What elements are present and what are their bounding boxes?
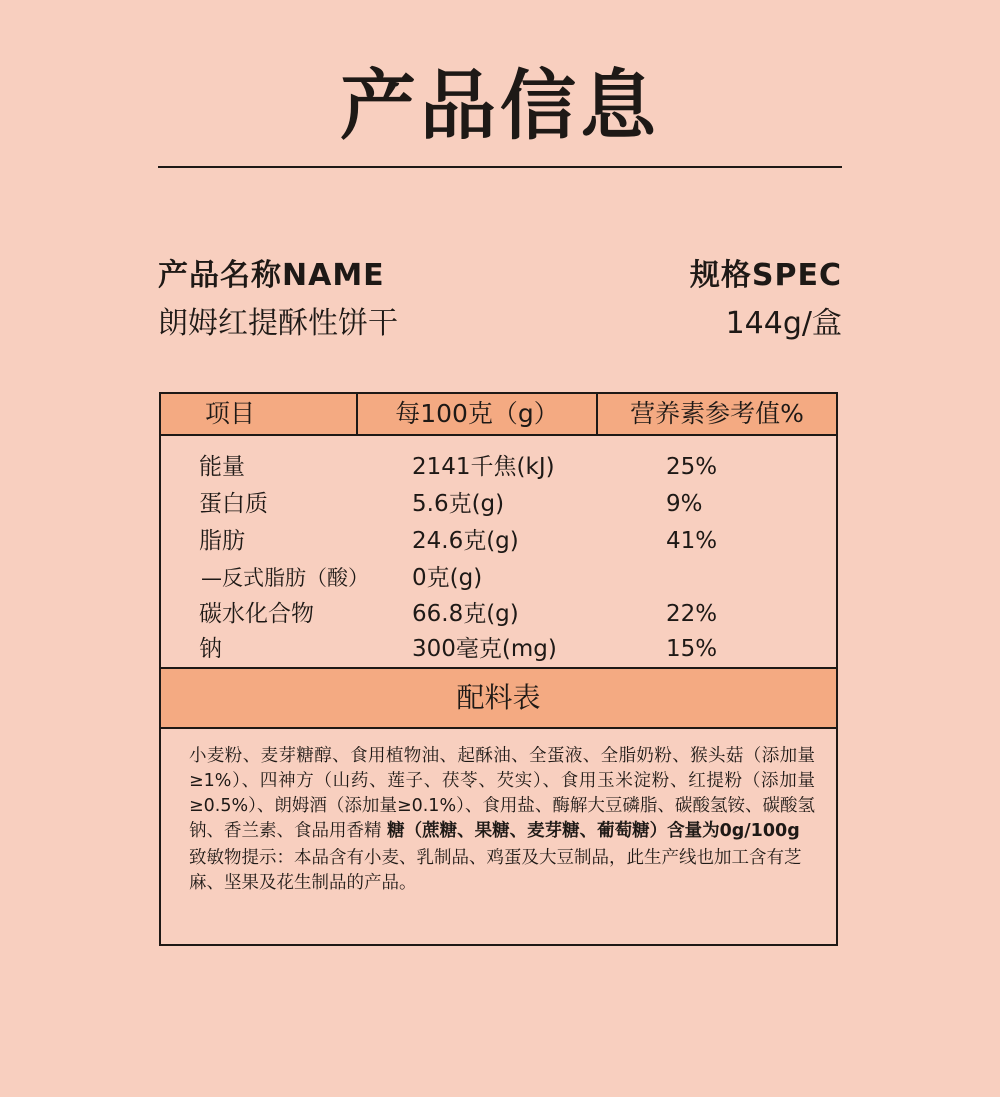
row-item: —反式脂肪（酸） [201,566,369,590]
row-nrv: 9% [666,491,703,517]
row-per-100g: 24.6克(g) [412,528,519,554]
row-per-100g: 300毫克(mg) [412,636,557,662]
row-nrv: 25% [666,454,718,480]
row-nrv: 22% [666,601,718,627]
row-nrv: 41% [666,528,718,554]
row-item: 碳水化合物 [199,601,314,627]
ingredients-text: 小麦粉、麦芽糖醇、食用植物油、起酥油、全蛋液、全脂奶粉、猴头菇（添加量≥1%）、四神方（山药、莲子、茯苓、芡实）、食用玉米淀粉、红提粉（添加量≥0.5%）、朗姆酒（添加量≥0.1%）、食用盐、酶解大豆磷脂、碳酸氢铵、碳酸氢钠、香兰素、食品用香精 [189,746,815,841]
nutrition-table-header [161,394,836,436]
page-title: 产品信息 [340,61,660,150]
row-per-100g: 2141千焦(kJ) [412,454,555,480]
nutrition-row-energy [161,449,836,485]
product-name-value: 朗姆红提酥性饼干 [158,306,398,341]
sugar-content-note: 糖（蔗糖、果糖、麦芽糖、葡萄糖）含量为0g/100g [387,821,800,841]
row-item: 钠 [199,636,222,662]
header-nrv: 营养素参考值% [630,399,804,428]
product-name-label: 产品名称NAME [158,258,385,293]
title-divider [158,166,842,168]
header-per-100g: 每100克（g） [358,394,598,434]
nutrition-row-carbohydrate [161,596,836,632]
row-nrv: 15% [666,636,718,662]
spec-label: 规格SPEC [689,258,842,293]
row-item: 能量 [199,454,245,480]
ingredients-heading: 配料表 [161,667,836,729]
ingredients-list [189,744,815,844]
row-per-100g: 66.8克(g) [412,601,519,627]
row-item: 蛋白质 [199,491,268,517]
nutrition-row-fat [161,523,836,559]
nutrition-row-sodium [161,631,836,667]
row-per-100g: 5.6克(g) [412,491,505,517]
nutrition-facts-panel [159,392,838,946]
nutrition-row-protein [161,486,836,522]
header-item: 项目 [161,394,358,434]
row-item: 脂肪 [199,528,245,554]
spec-value: 144g/盒 [725,306,842,341]
allergen-notice: 致敏物提示：本品含有小麦、乳制品、鸡蛋及大豆制品，此生产线也加工含有芝麻、坚果及花生制品的产品。 [189,848,802,893]
row-per-100g: 0克(g) [412,565,483,591]
nutrition-row-trans-fat [161,560,836,596]
